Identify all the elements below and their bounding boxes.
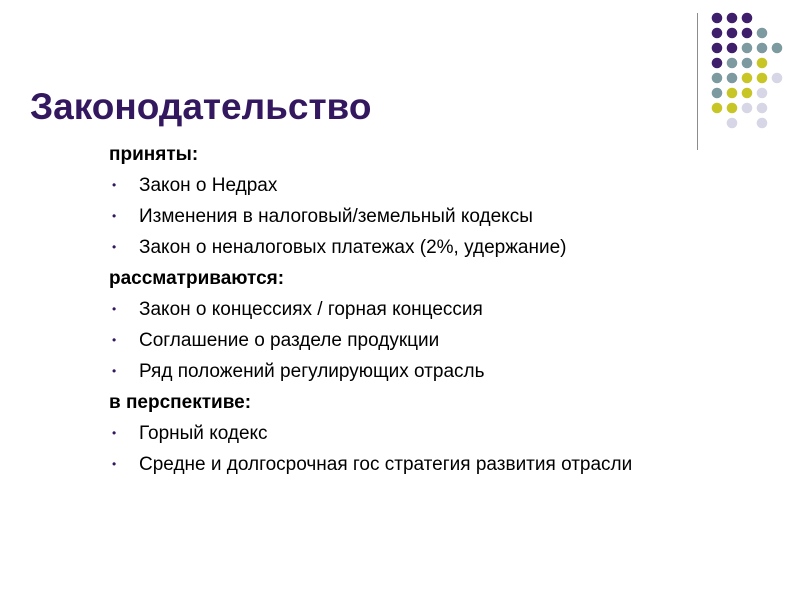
decorative-dot-teal bbox=[772, 43, 783, 54]
bullet-icon: • bbox=[112, 333, 117, 347]
decorative-dot-lavender bbox=[757, 103, 768, 114]
decorative-dot-purple bbox=[742, 13, 753, 24]
decorative-dot-teal bbox=[712, 88, 723, 99]
list-item bbox=[109, 356, 769, 387]
bullet-icon: • bbox=[112, 240, 117, 254]
decorative-dot-lavender bbox=[727, 118, 738, 129]
list-item bbox=[109, 170, 769, 201]
decorative-dot-yellow bbox=[757, 58, 768, 69]
decorative-dot-purple bbox=[712, 43, 723, 54]
section-heading-under-review: рассматриваются: bbox=[109, 268, 285, 289]
decorative-dot-purple bbox=[712, 58, 723, 69]
list-item-text: Закон о Недрах bbox=[139, 175, 278, 196]
decorative-dot-teal bbox=[712, 73, 723, 84]
list-item bbox=[109, 294, 769, 325]
list-item-text: Горный кодекс bbox=[139, 423, 268, 444]
bullet-icon: • bbox=[112, 302, 117, 316]
decorative-dot-purple bbox=[727, 13, 738, 24]
decorative-dot-teal bbox=[727, 58, 738, 69]
slide-content bbox=[109, 139, 769, 480]
section-heading-adopted: приняты: bbox=[109, 144, 199, 165]
decorative-dot-lavender bbox=[757, 118, 768, 129]
section-heading-in-perspective: в перспективе: bbox=[109, 392, 252, 413]
header-divider-line bbox=[697, 13, 698, 150]
decorative-dot-yellow bbox=[757, 73, 768, 84]
list-item-text: Средне и долгосрочная гос стратегия развития отрасли bbox=[139, 454, 633, 475]
list-item-text: Ряд положений регулирующих отрасль bbox=[139, 361, 485, 382]
bullet-icon: • bbox=[112, 364, 117, 378]
decorative-dot-teal bbox=[757, 43, 768, 54]
list-item bbox=[109, 325, 769, 356]
list-item-text: Закон о концессиях / горная концессия bbox=[139, 299, 483, 320]
list-item-text: Соглашение о разделе продукции bbox=[139, 330, 440, 351]
list-item bbox=[109, 449, 769, 480]
decorative-dot-teal bbox=[757, 28, 768, 39]
decorative-dot-teal bbox=[742, 43, 753, 54]
slide-title: Законодательство bbox=[30, 86, 372, 127]
decorative-dot-purple bbox=[727, 43, 738, 54]
decorative-dot-purple bbox=[742, 28, 753, 39]
decorative-dot-yellow bbox=[727, 88, 738, 99]
decorative-dot-lavender bbox=[757, 88, 768, 99]
bullet-icon: • bbox=[112, 426, 117, 440]
decorative-dot-teal bbox=[742, 58, 753, 69]
list-item bbox=[109, 232, 769, 263]
decorative-dot-purple bbox=[727, 28, 738, 39]
decorative-dot-purple bbox=[712, 28, 723, 39]
bullet-icon: • bbox=[112, 209, 117, 223]
decorative-dot-yellow bbox=[712, 103, 723, 114]
list-item bbox=[109, 201, 769, 232]
decorative-dot-grid bbox=[0, 0, 800, 160]
decorative-dot-lavender bbox=[772, 73, 783, 84]
decorative-dot-yellow bbox=[727, 103, 738, 114]
decorative-dot-yellow bbox=[742, 73, 753, 84]
decorative-dot-yellow bbox=[742, 88, 753, 99]
list-item-text: Изменения в налоговый/земельный кодексы bbox=[139, 206, 533, 227]
decorative-dot-purple bbox=[712, 13, 723, 24]
bullet-icon: • bbox=[112, 178, 117, 192]
bullet-icon: • bbox=[112, 457, 117, 471]
list-item-text: Закон о неналоговых платежах (2%, удержание) bbox=[139, 237, 567, 258]
list-item bbox=[109, 418, 769, 449]
decorative-dot-teal bbox=[727, 73, 738, 84]
decorative-dot-lavender bbox=[742, 103, 753, 114]
